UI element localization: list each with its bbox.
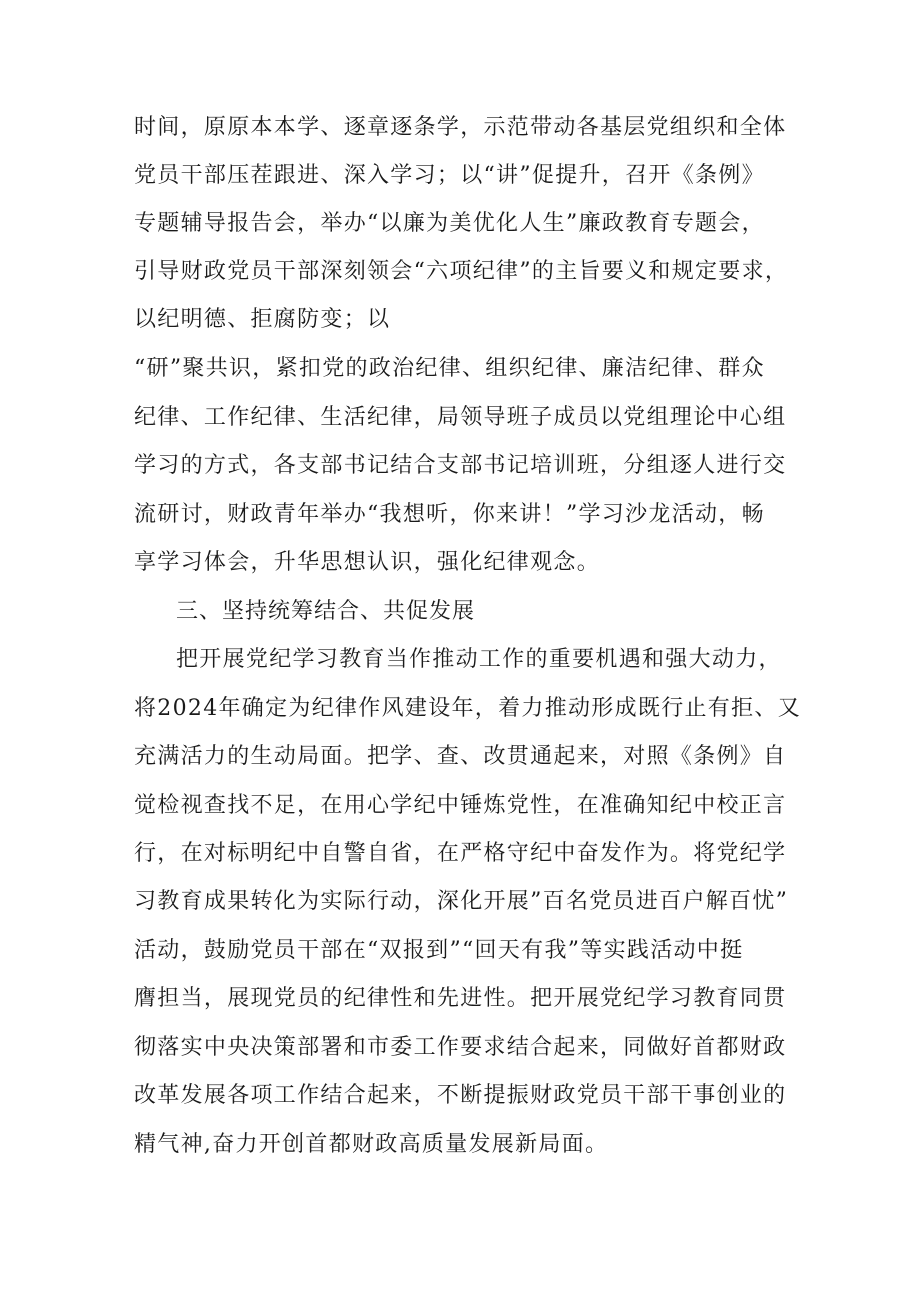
- paragraph-line: 纪律、工作纪律、生活纪律，局领导班子成员以党组理论中心组: [134, 405, 787, 430]
- paragraph-line: 行，在对标明纪中自警自省，在严格守纪中奋发作为。将党纪学: [134, 841, 787, 866]
- paragraph-line: 将2024年确定为纪律作风建设年，着力推动形成既行止有拒、又: [134, 696, 801, 721]
- paragraph-line: “研”聚共识，紧扣党的政治纪律、组织纪律、廉洁纪律、群众: [134, 356, 765, 381]
- paragraph-line: 学习的方式，各支部书记结合支部书记培训班，分组逐人进行交: [134, 453, 787, 478]
- paragraph-line: 觉检视查找不足，在用心学纪中锤炼党性，在准确知纪中校正言: [134, 793, 787, 818]
- paragraph-line: 习教育成果转化为实际行动，深化开展”百名党员进百户解百忧”: [134, 889, 789, 914]
- section-heading: 三、坚持统筹结合、共促发展: [176, 599, 476, 624]
- paragraph-line: 改革发展各项工作结合起来，不断提振财政党员干部干事创业的: [134, 1083, 787, 1108]
- paragraph-line: 享学习体会，升华思想认识，强化纪律观念。: [134, 550, 601, 575]
- paragraph-line: 彻落实中央决策部署和市委工作要求结合起来，同做好首都财政: [134, 1035, 787, 1060]
- paragraph-line: 活动，鼓励党员干部在“双报到”“回天有我”等实践活动中挺: [134, 938, 744, 963]
- paragraph-line: 膺担当，展现党员的纪律性和先进性。把开展党纪学习教育同贯: [134, 986, 787, 1011]
- paragraph-line: 党员干部压茬跟进、深入学习；以“讲”促提升，召开《条例》: [134, 163, 765, 188]
- paragraph-line: 把开展党纪学习教育当作推动工作的重要机遇和强大动力，: [176, 647, 782, 672]
- paragraph-line: 以纪明德、拒腐防变；以: [134, 307, 391, 332]
- paragraph-line: 充满活力的生动局面。把学、查、改贯通起来，对照《条例》自: [134, 744, 787, 769]
- paragraph-line: 流研讨，财政青年举办“我想听，你来讲！”学习沙龙活动，畅: [134, 502, 765, 527]
- paragraph-line: 引导财政党员干部深刻领会“六项纪律”的主旨要义和规定要求，: [134, 259, 789, 284]
- paragraph-line: 精气神,奋力开创首都财政高质量发展新局面。: [134, 1132, 609, 1157]
- paragraph-line: 时间，原原本本学、逐章逐条学，示范带动各基层党组织和全体: [134, 115, 787, 140]
- paragraph-line: 专题辅导报告会，举办“以廉为美优化人生”廉政教育专题会，: [134, 211, 765, 236]
